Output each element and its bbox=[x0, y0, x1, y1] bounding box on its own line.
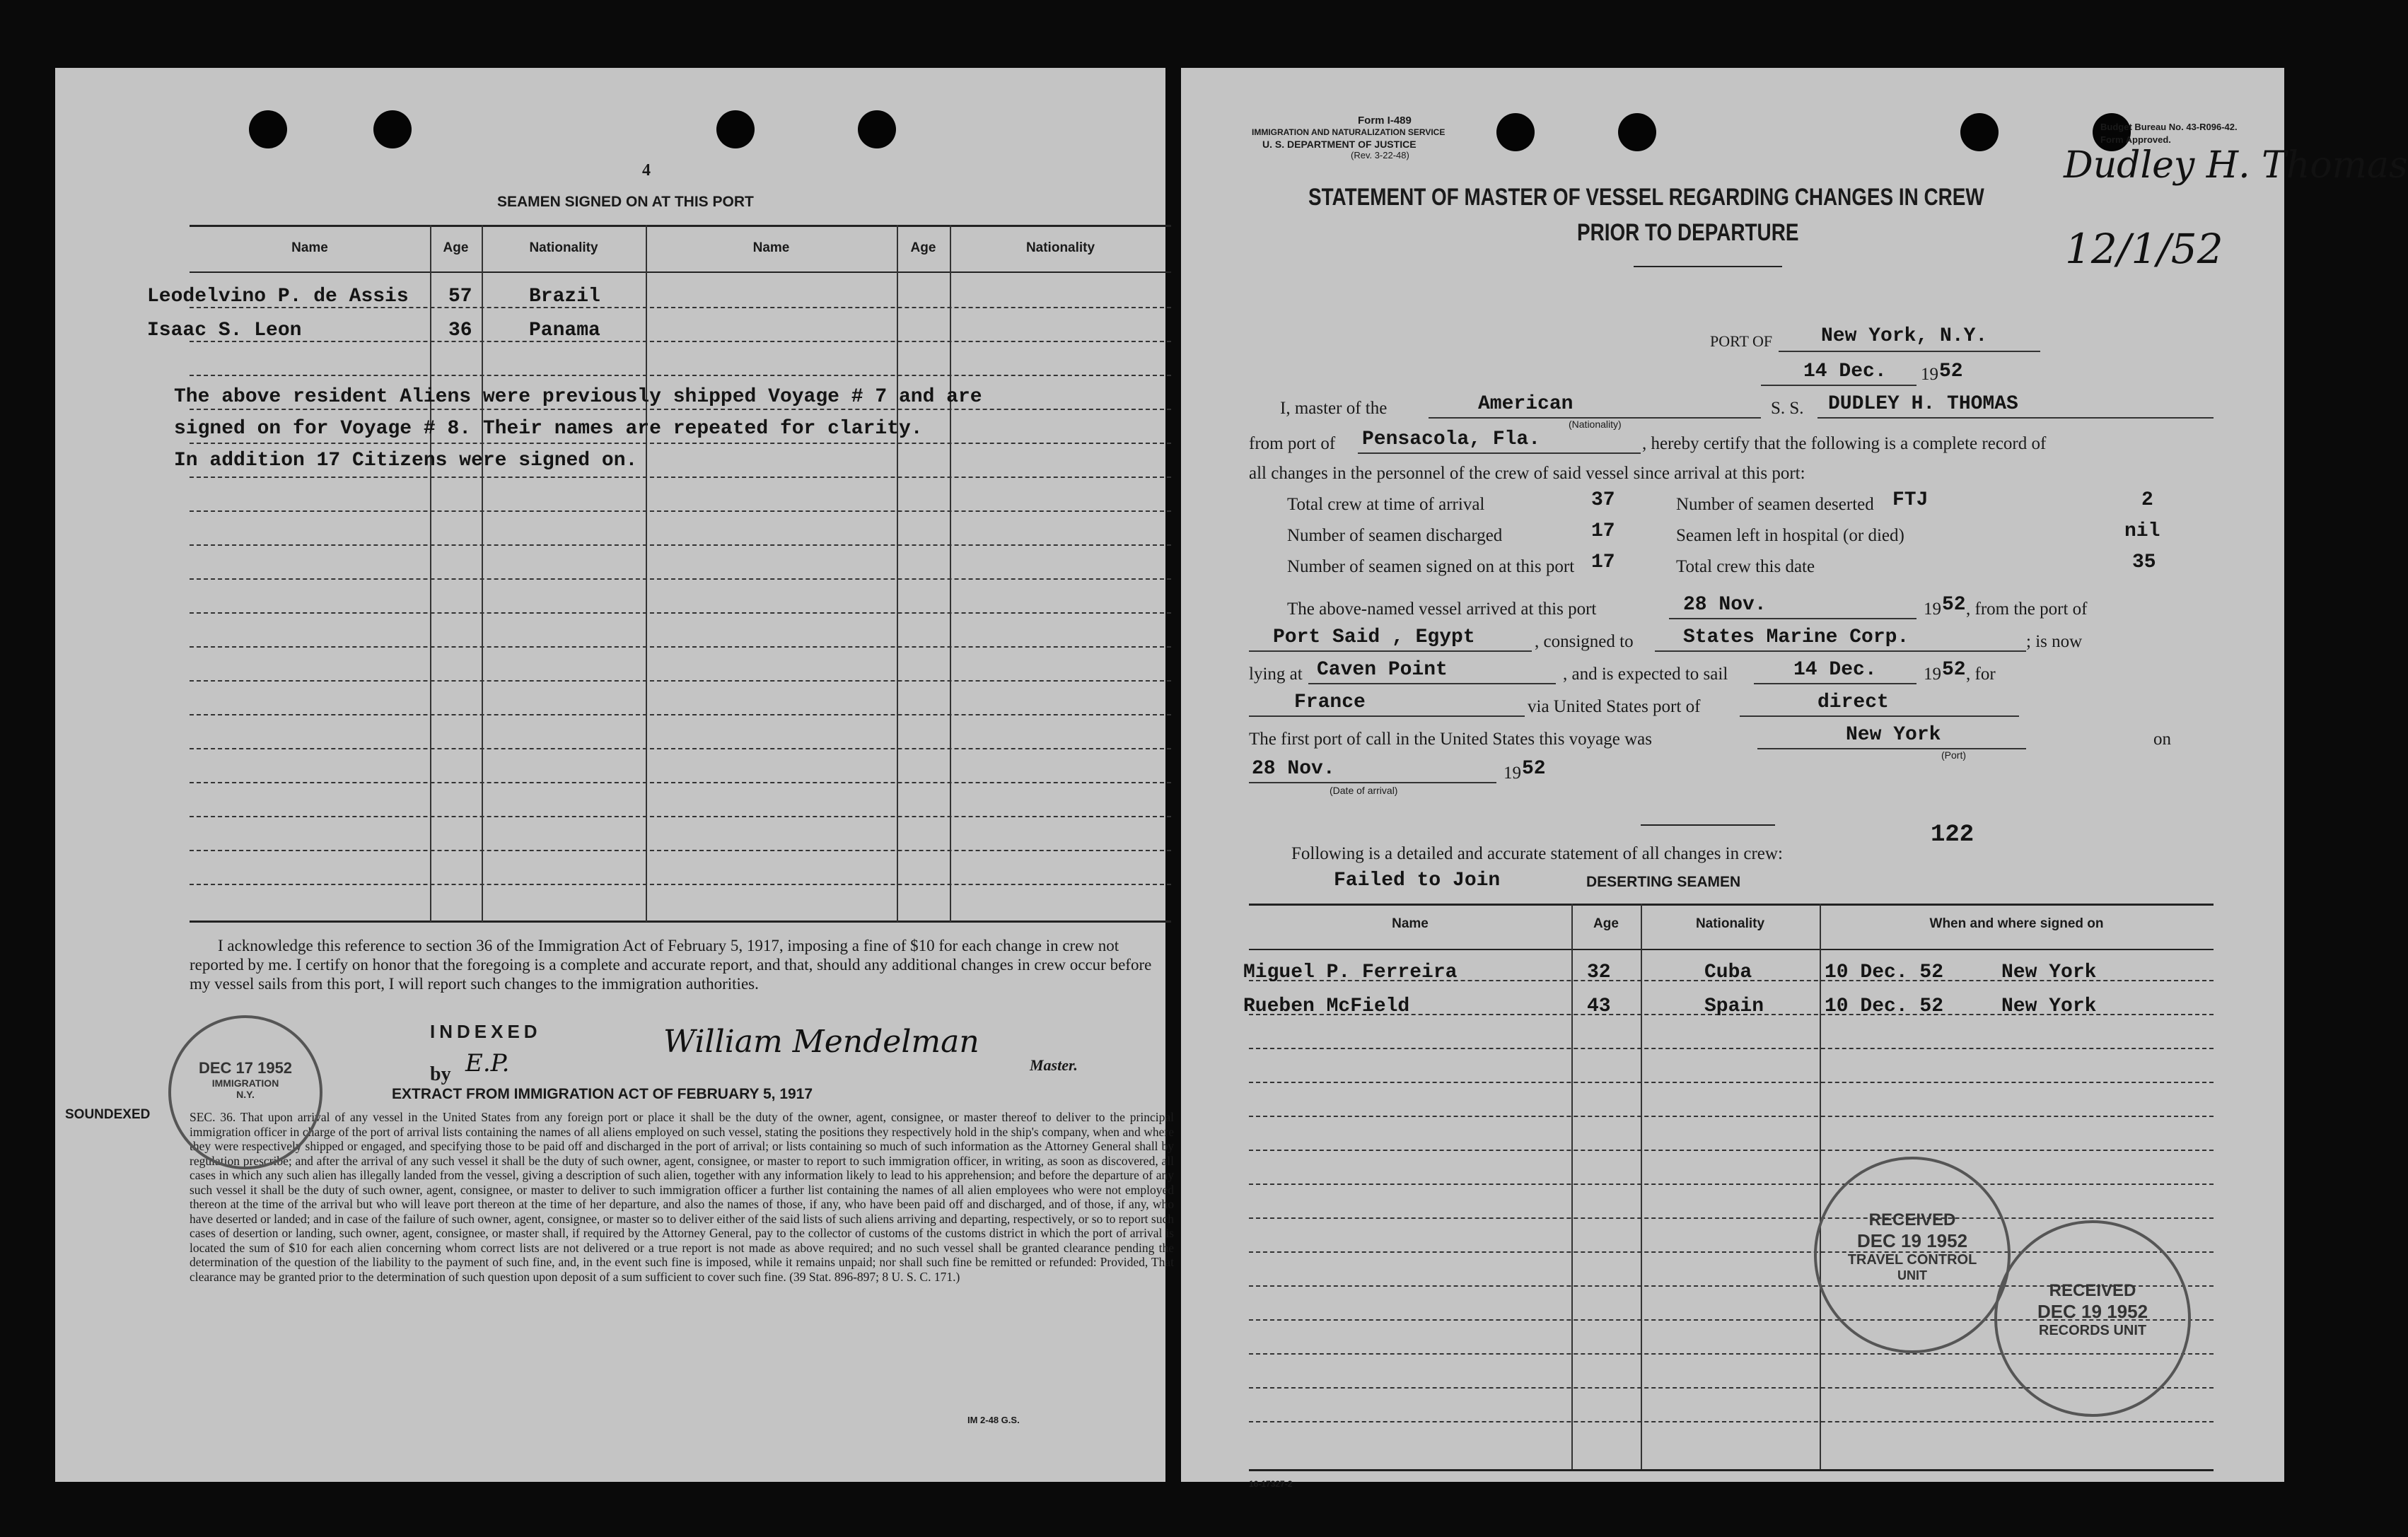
table-top-rule bbox=[190, 225, 1171, 227]
budget-bureau: Budget Bureau No. 43-R096-42. bbox=[2100, 122, 2238, 132]
seamen-deserted: 2 bbox=[2141, 489, 2153, 511]
destination: France bbox=[1294, 691, 1366, 713]
deserter-name: Rueben McField bbox=[1243, 995, 1410, 1017]
first-arrival-date: 28 Nov. bbox=[1252, 758, 1335, 780]
punch-hole bbox=[858, 110, 896, 148]
page-number: 4 bbox=[642, 161, 651, 180]
section-title: SEAMEN SIGNED ON AT THIS PORT bbox=[497, 194, 754, 210]
acknowledgement-text: I acknowledge this reference to section 36 of the Immigration Act of February 5, 1917, imposing a fine of $10 for each change in crew not reported by me. I certify on honor that the foregoing is a complete and accurate report, and that, should any additional changes in crew occur before my vessel sails from this port, I will report such changes to the immigration authorities. bbox=[190, 937, 1152, 993]
punch-hole bbox=[716, 110, 755, 148]
table-row-name: Isaac S. Leon bbox=[147, 320, 302, 341]
deserter-signed-where: New York bbox=[2001, 995, 2097, 1017]
form-title: STATEMENT OF MASTER OF VESSEL REGARDING CHANGES IN CREW bbox=[1308, 184, 1984, 211]
master-signature: William Mendelman bbox=[663, 1024, 979, 1060]
received-stamp-records-unit: RECEIVED DEC 19 1952 RECORDS UNIT bbox=[1994, 1220, 2191, 1417]
deserter-signed-when: 10 Dec. 52 bbox=[1825, 962, 1944, 983]
table-row-age: 57 bbox=[448, 286, 472, 308]
deserter-signed-when: 10 Dec. 52 bbox=[1825, 995, 1944, 1017]
reference-number: 122 bbox=[1931, 822, 1974, 848]
sail-date: 14 Dec. bbox=[1793, 659, 1877, 681]
consignee: States Marine Corp. bbox=[1683, 626, 1909, 648]
origin-port: Port Said , Egypt bbox=[1273, 626, 1475, 648]
ship-name: DUDLEY H. THOMAS bbox=[1828, 393, 2018, 415]
table-bottom-rule bbox=[190, 921, 1171, 923]
note-line: In addition 17 Citizens were signed on. bbox=[174, 450, 638, 472]
master-label: Master. bbox=[1030, 1056, 1078, 1074]
form-subtitle: PRIOR TO DEPARTURE bbox=[1577, 219, 1799, 246]
agency-line: IMMIGRATION AND NATURALIZATION SERVICE bbox=[1252, 127, 1446, 137]
deserter-name: Miguel P. Ferreira bbox=[1243, 962, 1458, 983]
failed-to-join: Failed to Join bbox=[1334, 870, 1501, 892]
date-stamp: DEC 17 1952 IMMIGRATION N.Y. bbox=[168, 1015, 322, 1169]
from-port-value: Pensacola, Fla. bbox=[1362, 428, 1541, 450]
column-header-when-where: When and where signed on bbox=[1929, 916, 2104, 931]
department-line: U. S. DEPARTMENT OF JUSTICE bbox=[1262, 139, 1417, 150]
handwritten-ship-name: Dudley H. Thomas bbox=[2064, 144, 2408, 187]
indexed-label: INDEXED bbox=[430, 1021, 542, 1042]
deserter-age: 32 bbox=[1587, 962, 1611, 983]
column-header-nationality: Nationality bbox=[529, 240, 598, 255]
footer-code: 16-17327-2 bbox=[1249, 1479, 1293, 1489]
column-header-age-2: Age bbox=[910, 240, 936, 255]
column-header-nationality-2: Nationality bbox=[1025, 240, 1095, 255]
seamen-signed-on: 17 bbox=[1591, 551, 1615, 573]
left-page bbox=[55, 68, 1174, 1482]
deserter-nationality: Spain bbox=[1704, 995, 1764, 1017]
received-stamp-travel-control: RECEIVED DEC 19 1952 TRAVEL CONTROL UNIT bbox=[1814, 1157, 2011, 1353]
column-header-age: Age bbox=[443, 240, 469, 255]
table-header-rule bbox=[190, 271, 1171, 273]
extract-text: SEC. 36. That upon arrival of any vessel in the United States from any foreign port or place it shall be the duty of the owner, agent, consignee, or master thereof to deliver to the principal immigration officer in charge of the port of arrival lists containing the names of all aliens employed on such vessel, stating the positions they respectively hold in the ship's company, when and where they were respectively shipped or engaged, and specifying those to be paid off and discharged in the port of arrival; or lists containing so much of such information as the Attorney General shall by regulation prescribe; and after the arrival of any such vessel it shall be the duty of such owner, agent, consignee, or master to report to such immigration officer, in writing, as soon as discovered, all cases in which any such alien has illegally landed from the vessel, giving a description of such alien, together with any information likely to lead to his apprehension; and before the departure of any such vessel it shall be the duty of such owner, agent, consignee, or master to deliver to such immigration officer a further list containing the names of all alien employees who were not employed thereon at the time of the arrival but who will leave port thereon at the time of her departure, and also the names of those, if any, who have been paid off and discharged, and of those, if any, who have deserted or landed; and in case of the failure of such owner, agent, consignee, or master so to deliver either of the said lists of such aliens arriving and departing, respectively, or so to report such cases of desertion or landing, such owner, agent, consignee, or master shall, if required by the Attorney General, pay to the collector of customs of the customs district in which the port of arrival is located the sum of $10 for each alien concerning whom correct lists are not delivered or a true report is not made as above required; and no such vessel shall be granted clearance pending the determination of the question of the liability to the payment of such fine, and, in the event such fine is imposed, while it remains unpaid; nor shall such fine be remitted or refunded: Provided, That clearance may be granted prior to the determination of such question upon deposit of a sum sufficient to cover such fine. (39 Stat. 896-897; 8 U. S. C. 171.) bbox=[190, 1110, 1174, 1284]
via-port: direct bbox=[1817, 691, 1889, 713]
punch-hole bbox=[373, 110, 412, 148]
column-header-name-2: Name bbox=[752, 240, 790, 255]
right-page: Form I-489 IMMIGRATION AND NATURALIZATION SERVICE U. S. DEPARTMENT OF JUSTICE (Rev. 3-22-48) Budget Bureau No. 43-R096-42. Form Approved. Dudley H. Thomas 12/1/52 STATEMENT OF MASTER OF VESSEL REGARDING CHANGES IN CREW PRIOR TO DEPARTURE PORT OF New York, N.Y. 14 Dec. 19 52 I, master of the American S. S. DUDLEY H. THOMAS from port of Pensacola, Fla. (Nationality) , hereby certify that the following is a complete record of all changes in the personnel of the crew of said vessel since arrival at this port: Total crew at time of arrival 37 Number of seamen discharged 17 Number of seamen signed on at this port 17 Number of seamen deserted FTJ 2 Seamen left in hospital (or died) nil Total crew this date 35 The above-named vessel arrived at this port 28 Nov. 19 52 , from the port of Port Said , Egypt , consigned to States Marine Corp. ; is now lying at Caven Point , and is expected to sail 14 Dec. 19 52 , for France via United States port of direct The first port of call in the United States this voyage was New York (Port) on 28 Nov. (Date of arrival) 19 52 122 Following is a detailed and accurate statement of all changes in crew: Failed to Join DESERTING SEAMEN Name Age Nationality When and where signed on Miguel P. Ferreira 32 Cuba 10 Dec. 52 New York Rueben McField 43 Spain 10 Dec. 52 New York RECEIVED DEC 19 1952 TRAVEL CONTROL UNIT RECEIVED DEC 19 1952 RECORDS UNIT 16-17327-2 bbox=[1181, 68, 2284, 1482]
revision: (Rev. 3-22-48) bbox=[1351, 150, 1409, 160]
total-crew-date: 35 bbox=[2132, 551, 2156, 573]
punch-hole bbox=[249, 110, 287, 148]
by-label: by bbox=[430, 1063, 451, 1085]
punch-hole bbox=[1496, 113, 1535, 151]
form-id: Form I-489 bbox=[1358, 115, 1412, 127]
table-row-nationality: Brazil bbox=[529, 286, 600, 308]
statement-date: 14 Dec. bbox=[1803, 361, 1887, 382]
soundexed-label: SOUNDEXED bbox=[65, 1107, 151, 1122]
punch-hole bbox=[1960, 113, 1999, 151]
port-of-label: PORT OF bbox=[1710, 332, 1773, 350]
deserter-age: 43 bbox=[1587, 995, 1611, 1017]
punch-hole bbox=[1618, 113, 1656, 151]
column-header-name: Name bbox=[291, 240, 328, 255]
column-header-nationality: Nationality bbox=[1695, 916, 1765, 931]
table-row-age: 36 bbox=[448, 320, 472, 341]
vessel-nationality: American bbox=[1478, 393, 1574, 415]
lying-at: Caven Point bbox=[1317, 659, 1448, 681]
seamen-hospital: nil bbox=[2124, 520, 2160, 542]
deserting-seamen-heading: DESERTING SEAMEN bbox=[1586, 874, 1741, 890]
column-header-age: Age bbox=[1593, 916, 1619, 931]
deserter-signed-where: New York bbox=[2001, 962, 2097, 983]
port-of-value: New York, N.Y. bbox=[1821, 325, 1988, 347]
deserter-nationality: Cuba bbox=[1704, 962, 1752, 983]
handwritten-date: 12/1/52 bbox=[2065, 225, 2223, 273]
statement-year: 52 bbox=[1939, 361, 1963, 382]
arrival-date: 28 Nov. bbox=[1683, 594, 1767, 616]
column-header-name: Name bbox=[1392, 916, 1429, 931]
form-approved: Form Approved. bbox=[2100, 134, 2171, 145]
total-crew-arrival: 37 bbox=[1591, 489, 1615, 511]
footer-code: IM 2-48 G.S. bbox=[967, 1415, 1020, 1425]
note-line: The above resident Aliens were previously shipped Voyage # 7 and are bbox=[174, 386, 982, 408]
extract-title: EXTRACT FROM IMMIGRATION ACT OF FEBRUARY 5, 1917 bbox=[392, 1086, 813, 1102]
seamen-discharged: 17 bbox=[1591, 520, 1615, 542]
first-port: New York bbox=[1846, 724, 1941, 746]
indexed-initials: E.P. bbox=[465, 1049, 510, 1077]
table-row-name: Leodelvino P. de Assis bbox=[147, 286, 409, 308]
note-line: signed on for Voyage # 8. Their names are repeated for clarity. bbox=[174, 418, 923, 440]
table-row-nationality: Panama bbox=[529, 320, 600, 341]
